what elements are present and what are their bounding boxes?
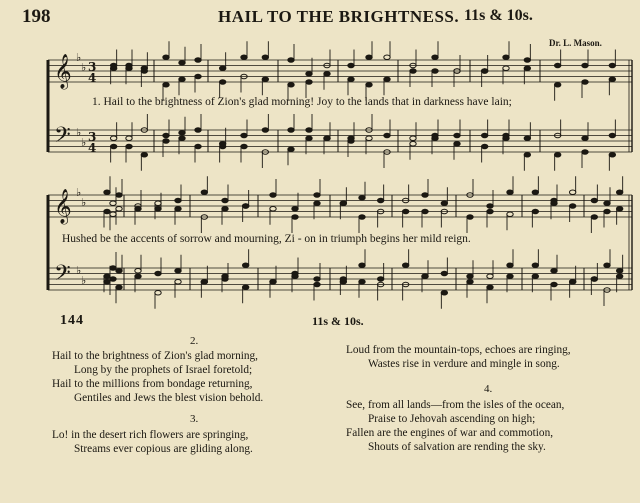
hymn-meter: 11s & 10s.	[312, 314, 364, 328]
lyric-line-2: Hushed be the accents of sorrow and mourning, Zi - on in triumph begins her mild reign.	[62, 233, 471, 245]
hymn-number: 144	[60, 313, 84, 328]
verse-4	[346, 398, 564, 454]
composer-credit: Dr. L. Mason.	[549, 38, 602, 48]
page-number: 198	[22, 6, 51, 27]
verse-line: Wastes rise in verdure and mingle in song.	[368, 358, 560, 370]
verse-3-part-1	[52, 428, 253, 456]
verse-line: Lo! in the desert rich flowers are springing,	[52, 429, 249, 441]
bass-clef-icon: 𝄢	[54, 123, 71, 153]
bar-lines	[48, 60, 632, 290]
verse-number: 3.	[190, 413, 199, 425]
flat-icon: ♭	[81, 274, 87, 287]
flat-icon: ♭	[76, 264, 82, 277]
verse-line: Fallen are the engines of war and commotion,	[346, 427, 554, 439]
svg-text:3: 3	[88, 130, 97, 144]
verse-line: Shouts of salvation are rending the sky.	[368, 441, 546, 453]
treble-clef-icon: 𝄞	[54, 54, 72, 89]
verse-line: Hail to the millions from bondage returning,	[52, 378, 253, 390]
flat-icon: ♭	[81, 136, 87, 149]
svg-text:3: 3	[88, 60, 97, 74]
verse-line: See, from all lands—from the isles of the ocean,	[346, 399, 565, 411]
verse-line: Praise to Jehovah ascending on high;	[368, 413, 536, 425]
verse-line: Loud from the mountain-tops, echoes are ringing,	[346, 344, 571, 356]
flat-icon: ♭	[76, 186, 82, 199]
flat-icon: ♭	[76, 51, 82, 64]
flat-icon: ♭	[81, 61, 87, 74]
flat-icon: ♭	[76, 126, 82, 139]
verse-line: Streams ever copious are gliding along.	[74, 443, 253, 455]
svg-text:4: 4	[88, 71, 97, 85]
verse-number: 4.	[484, 383, 493, 395]
verse-line: Long by the prophets of Israel foretold;	[74, 364, 253, 376]
flat-icon: ♭	[81, 196, 87, 209]
verse-line: Gentiles and Jews the blest vision behold.	[74, 392, 264, 404]
verse-3-part-2	[346, 343, 571, 371]
treble-clef-icon: 𝄞	[54, 189, 72, 224]
notes	[104, 41, 623, 309]
verse-2	[52, 349, 263, 405]
verse-number: 2.	[190, 335, 199, 347]
lyric-line-1: 1. Hail to the brightness of Zion's glad morning! Joy to the lands that in darkness have lain;	[92, 96, 512, 108]
staff-lines	[48, 60, 632, 290]
hymn-title: HAIL TO THE BRIGHTNESS.	[218, 7, 460, 26]
meter-heading: 11s & 10s.	[464, 7, 533, 24]
clefs	[54, 51, 96, 291]
verse-line: Hail to the brightness of Zion's glad morning,	[52, 350, 258, 362]
svg-text:4: 4	[88, 141, 97, 155]
bass-clef-icon: 𝄢	[54, 261, 71, 291]
